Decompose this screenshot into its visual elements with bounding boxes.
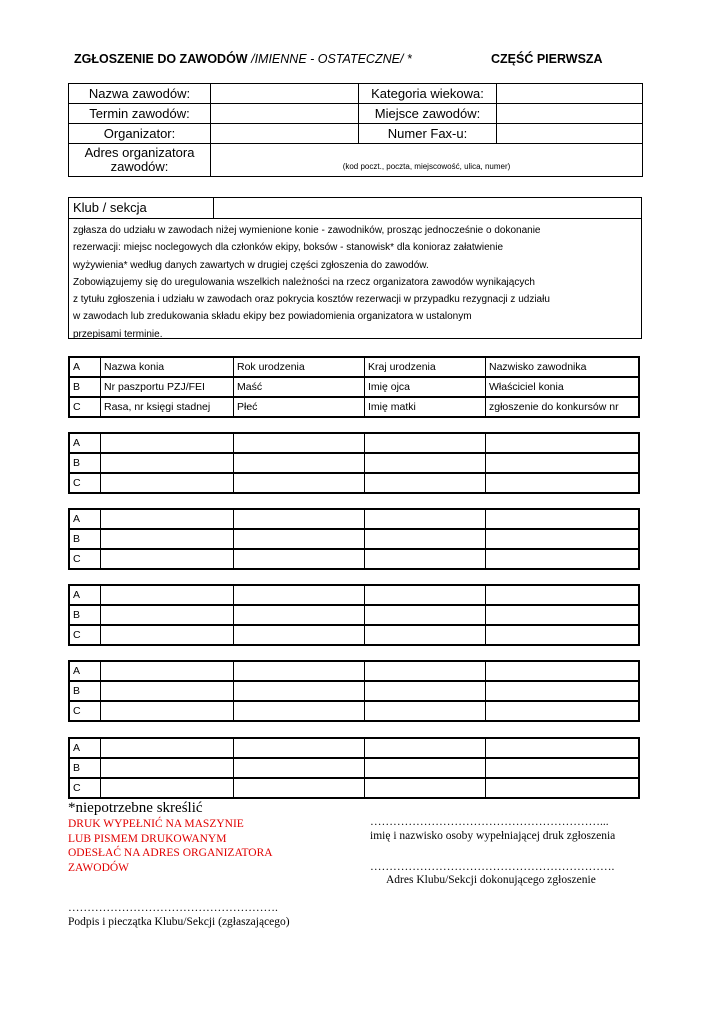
entry-cell[interactable] — [486, 701, 640, 721]
entry-row-label: B — [69, 758, 101, 778]
legend-cell: Rok urodzenia — [234, 357, 365, 377]
entry-cell[interactable] — [486, 509, 640, 529]
club-row — [69, 198, 641, 219]
entry-cell[interactable] — [486, 625, 640, 645]
entry-cell[interactable] — [234, 529, 365, 549]
entry-table — [68, 660, 640, 722]
entry-cell[interactable] — [101, 661, 234, 681]
entry-cell[interactable] — [234, 681, 365, 701]
legend-cell: Nazwisko zawodnika — [486, 357, 640, 377]
strike-note: *niepotrzebne skreślić — [68, 800, 203, 816]
declaration-text — [69, 219, 641, 343]
entry-cell[interactable] — [101, 549, 234, 569]
legend-cell: Imię ojca — [365, 377, 486, 397]
form-title — [74, 52, 412, 66]
organizer-address-label-line2: zawodów: — [110, 159, 169, 174]
declaration-line: z tytułu zgłoszenia i udziału w zawodach oraz pokrycia kosztów rezerwacji w przypadku rezygnacji z udziału — [73, 294, 550, 306]
entry-table — [68, 508, 640, 570]
entry-cell[interactable] — [234, 661, 365, 681]
legend-cell: C — [69, 397, 101, 417]
table-row — [69, 357, 639, 377]
entry-cell[interactable] — [101, 605, 234, 625]
entry-cell[interactable] — [101, 681, 234, 701]
table-row — [69, 778, 639, 798]
entry-cell[interactable] — [234, 605, 365, 625]
entry-cell[interactable] — [365, 433, 486, 453]
entry-cell[interactable] — [234, 738, 365, 758]
entry-cell[interactable] — [101, 701, 234, 721]
form-title-sub: /IMIENNE - OSTATECZNE/ * — [251, 52, 412, 66]
entry-cell[interactable] — [486, 433, 640, 453]
entry-cell[interactable] — [486, 605, 640, 625]
legend-cell: Właściciel konia — [486, 377, 640, 397]
declaration-line: Zobowiązujemy się do uregulowania wszelkich należności na rzecz organizatora zawodów wynikających — [73, 276, 535, 288]
declaration-line: wyżywienia* według danych zawartych w drugiej części zgłoszenia do zawodów. — [73, 259, 429, 271]
club-address-line[interactable]: ………………………………………………………. — [370, 861, 615, 873]
entry-cell[interactable] — [365, 605, 486, 625]
legend-cell: Maść — [234, 377, 365, 397]
entry-cell[interactable] — [101, 509, 234, 529]
entry-cell[interactable] — [234, 778, 365, 798]
organizer-address-field[interactable] — [211, 144, 643, 177]
entry-row-label: A — [69, 585, 101, 605]
table-row — [69, 509, 639, 529]
legend-cell: zgłoszenie do konkursów nr — [486, 397, 640, 417]
competition-name-label: Nazwa zawodów: — [69, 84, 211, 104]
entry-cell[interactable] — [486, 473, 640, 493]
entry-row-label: C — [69, 549, 101, 569]
table-row — [69, 433, 639, 453]
legend-cell: Rasa, nr księgi stadnej — [101, 397, 234, 417]
table-row — [69, 529, 639, 549]
form-title-main: ZGŁOSZENIE DO ZAWODÓW — [74, 52, 248, 66]
instruction-line: LUB PISMEM DRUKOWANYM — [68, 832, 227, 845]
entry-cell[interactable] — [365, 529, 486, 549]
competition-date-label: Termin zawodów: — [69, 104, 211, 124]
legend-table — [68, 356, 640, 418]
fill-instructions — [68, 817, 273, 875]
entry-cell[interactable] — [365, 758, 486, 778]
entry-cell[interactable] — [365, 509, 486, 529]
entry-cell[interactable] — [101, 778, 234, 798]
table-row — [69, 585, 639, 605]
entry-cell[interactable] — [486, 585, 640, 605]
filler-name-line[interactable]: ……………………………………………………... — [370, 816, 609, 828]
instruction-line: ODESŁAĆ NA ADRES ORGANIZATORA — [68, 847, 273, 859]
instruction-line: ZAWODÓW — [68, 861, 130, 874]
fax-number-field[interactable] — [497, 124, 643, 144]
address-hint: (kod poczt., poczta, miejscowość, ulica, numer) — [342, 162, 511, 171]
signature-caption: Podpis i pieczątka Klubu/Sekcji (zgłaszającego) — [68, 916, 290, 928]
club-section — [68, 197, 642, 339]
entry-cell[interactable] — [365, 453, 486, 473]
legend-cell: Nr paszportu PZJ/FEI — [101, 377, 234, 397]
entry-cell[interactable] — [234, 433, 365, 453]
age-category-label: Kategoria wiekowa: — [359, 84, 497, 104]
entry-cell[interactable] — [365, 473, 486, 493]
competition-place-label: Miejsce zawodów: — [359, 104, 497, 124]
entry-cell[interactable] — [101, 738, 234, 758]
entry-cell[interactable] — [101, 473, 234, 493]
table-row — [69, 738, 639, 758]
declaration-line: rezerwacji: miejsc noclegowych dla członków ekipy, boksów - stanowisk* dla konioraz załatwienie — [73, 242, 503, 254]
entry-row-label: B — [69, 453, 101, 473]
form-part-label: CZĘŚĆ PIERWSZA — [491, 52, 603, 66]
entry-cell[interactable] — [486, 549, 640, 569]
entry-cell[interactable] — [486, 778, 640, 798]
entry-cell[interactable] — [365, 681, 486, 701]
entry-cell[interactable] — [365, 625, 486, 645]
competition-header-table — [68, 83, 643, 177]
entry-table — [68, 584, 640, 646]
filler-name-caption: imię i nazwisko osoby wypełniającej druk zgłoszenia — [370, 830, 616, 842]
age-category-field[interactable] — [497, 84, 643, 104]
legend-cell: Nazwa konia — [101, 357, 234, 377]
entry-row-label: A — [69, 433, 101, 453]
entry-cell[interactable] — [101, 585, 234, 605]
club-address-caption: Adres Klubu/Sekcji dokonującego zgłoszenie — [386, 874, 596, 886]
table-row — [69, 549, 639, 569]
entry-cell[interactable] — [234, 758, 365, 778]
entry-row-label: C — [69, 778, 101, 798]
entry-row-label: C — [69, 473, 101, 493]
entry-cell[interactable] — [365, 585, 486, 605]
club-field[interactable] — [214, 198, 641, 218]
entry-row-label: A — [69, 738, 101, 758]
entry-cell[interactable] — [101, 433, 234, 453]
entry-table — [68, 737, 640, 799]
entry-cell[interactable] — [365, 738, 486, 758]
entry-cell[interactable] — [486, 738, 640, 758]
competition-name-field[interactable] — [211, 84, 359, 104]
organizer-field[interactable] — [211, 124, 359, 144]
entry-row-label: B — [69, 605, 101, 625]
entry-cell[interactable] — [101, 625, 234, 645]
table-row — [69, 397, 639, 417]
table-row — [69, 605, 639, 625]
entry-row-label: B — [69, 529, 101, 549]
table-row — [69, 453, 639, 473]
entry-cell[interactable] — [234, 585, 365, 605]
signature-line[interactable]: ………………………………………………. — [68, 902, 278, 914]
table-row — [69, 377, 639, 397]
table-row — [69, 661, 639, 681]
organizer-address-label-line1: Adres organizatora — [84, 145, 195, 160]
entry-cell[interactable] — [365, 701, 486, 721]
competition-date-field[interactable] — [211, 104, 359, 124]
organizer-label: Organizator: — [69, 124, 211, 144]
legend-cell: Kraj urodzenia — [365, 357, 486, 377]
entry-cell[interactable] — [365, 778, 486, 798]
entry-cell[interactable] — [486, 453, 640, 473]
entry-cell[interactable] — [234, 549, 365, 569]
entry-row-label: C — [69, 625, 101, 645]
entry-row-label: C — [69, 701, 101, 721]
legend-cell: B — [69, 377, 101, 397]
entry-row-label: B — [69, 681, 101, 701]
entry-row-label: A — [69, 661, 101, 681]
entry-cell[interactable] — [101, 529, 234, 549]
table-row — [69, 758, 639, 778]
entry-cell[interactable] — [486, 758, 640, 778]
entry-cell[interactable] — [234, 473, 365, 493]
entry-cell[interactable] — [486, 681, 640, 701]
declaration-line: przepisami terminie. — [73, 328, 163, 340]
entry-cell[interactable] — [101, 453, 234, 473]
legend-cell: Imię matki — [365, 397, 486, 417]
competition-place-field[interactable] — [497, 104, 643, 124]
club-label: Klub / sekcja — [69, 198, 214, 218]
entry-cell[interactable] — [486, 529, 640, 549]
entry-cell[interactable] — [365, 661, 486, 681]
entry-cell[interactable] — [101, 758, 234, 778]
declaration-line: zgłasza do udziału w zawodach niżej wymienione konie - zawodników, prosząc jednocześnie o dokonanie — [73, 225, 541, 236]
table-row — [69, 701, 639, 721]
entry-cell[interactable] — [234, 701, 365, 721]
instruction-line: DRUK WYPEŁNIĆ NA MASZYNIE — [68, 818, 244, 830]
entry-cell[interactable] — [365, 549, 486, 569]
fax-number-label: Numer Fax-u: — [359, 124, 497, 144]
entry-cell[interactable] — [486, 661, 640, 681]
table-row — [69, 681, 639, 701]
organizer-address-label — [69, 144, 211, 177]
entry-table — [68, 432, 640, 494]
entry-row-label: A — [69, 509, 101, 529]
legend-cell: A — [69, 357, 101, 377]
table-row — [69, 625, 639, 645]
entry-cell[interactable] — [234, 625, 365, 645]
table-row — [69, 473, 639, 493]
entry-cell[interactable] — [234, 453, 365, 473]
declaration-line: w zawodach lub zredukowania składu ekipy bez powiadomienia organizatora w ustalonym — [73, 311, 472, 323]
legend-cell: Płeć — [234, 397, 365, 417]
entry-cell[interactable] — [234, 509, 365, 529]
